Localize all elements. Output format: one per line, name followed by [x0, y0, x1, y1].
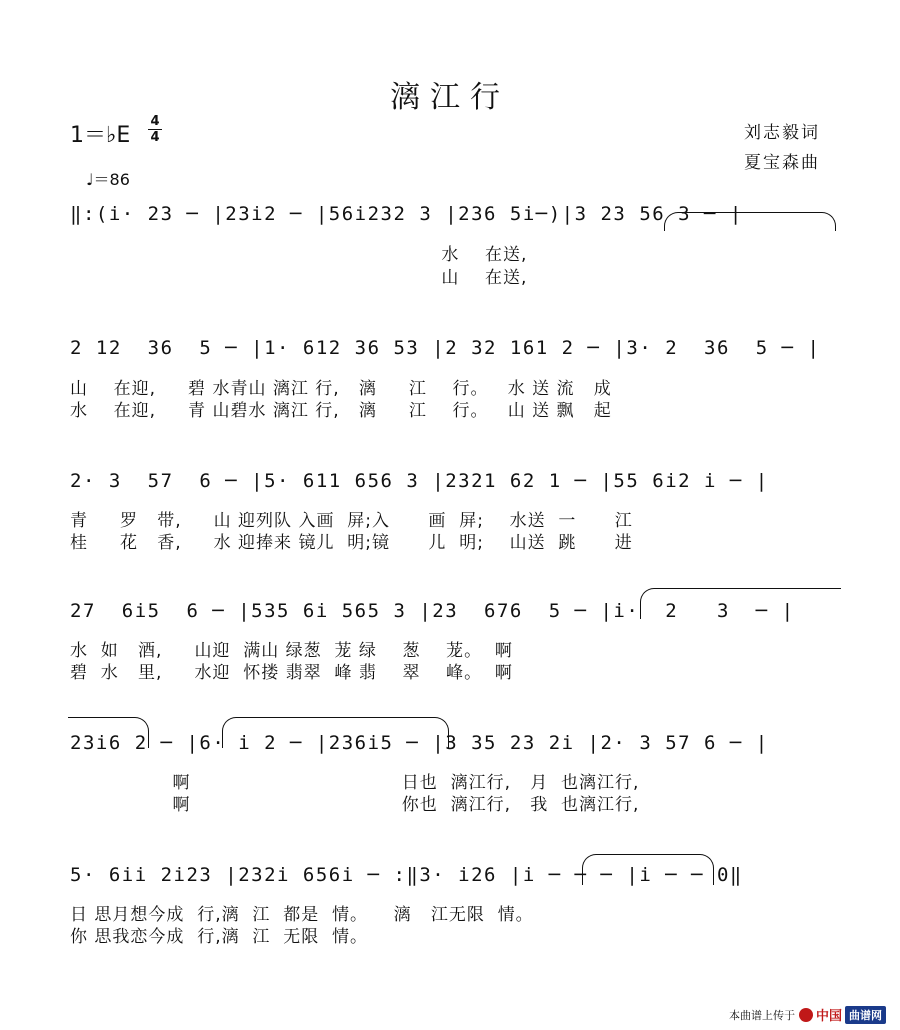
lyrics-verse-2: 碧 水 里, 水迎 怀搂 翡翠 峰 翡 翠 峰。 啊 — [70, 663, 513, 683]
lyrics-verse-1: 啊 日也 漓江行, 月 也漓江行, — [70, 773, 640, 793]
lyrics-verse-1: 水 在送, — [70, 245, 528, 265]
site-logo — [799, 1005, 886, 1024]
lyrics-verse-2: 山 在送, — [70, 268, 528, 288]
notes-line: 2· 3 57 6 ─ |5· 611 656 3 |2321 62 1 ─ |55 6i2 i ─ | — [70, 470, 769, 492]
page-title: 漓江行 — [390, 80, 510, 115]
tempo-marking: ♩＝86 — [86, 170, 130, 189]
notes-line: 27 6i5 6 ─ |535 6i 565 3 |23 676 5 ─ |i· 2 3 ─ | — [70, 600, 795, 622]
composer-credit: 夏宝森曲 — [744, 153, 820, 173]
upload-footer — [729, 1005, 886, 1024]
lyricist-credit: 刘志毅词 — [744, 123, 820, 143]
notes-line: 23i6 2 ─ |6· i 2 ─ |236i5 ─ |3 35 23 2i |2· 3 57 6 ─ | — [70, 732, 769, 754]
logo-icon — [799, 1008, 813, 1022]
lyrics-verse-1: 山 在迎, 碧 水青山 漓江 行, 漓 江 行。 水 送 流 成 — [70, 379, 612, 399]
lyrics-verse-1: 青 罗 带, 山 迎列队 入画 屏;入 画 屏; 水送 一 江 — [70, 511, 633, 531]
logo-wide-text: 曲谱网 — [845, 1006, 886, 1024]
logo-text: 中国 — [815, 1009, 842, 1024]
notes-line: 5· 6ii 2i23 |232i 656i ─ :‖3· i26 |i ─ ─ ─ |i ─ ─ 0‖ — [70, 864, 743, 886]
time-signature — [148, 115, 162, 144]
lyrics-verse-2: 你 思我恋今成 行,漓 江 无限 情。 — [70, 927, 369, 947]
time-signature-top: 4 — [150, 114, 160, 129]
notes-line: 2 12 36 5 ─ |1· 612 36 53 |2 32 161 2 ─ |3· 2 36 5 ─ | — [70, 337, 821, 359]
lyrics-verse-2: 啊 你也 漓江行, 我 也漓江行, — [70, 795, 640, 815]
key-signature: 1＝♭E — [70, 123, 131, 148]
upload-text: 本曲谱上传于 — [728, 1008, 795, 1022]
time-signature-bottom: 4 — [150, 130, 160, 145]
notes-line: ‖:(i· 23 ─ |23i2 ─ |56i232 3 |236 5i─)|3 23 56 3 ─ | — [70, 203, 743, 225]
lyrics-verse-2: 桂 花 香, 水 迎捧来 镜儿 明;镜 儿 明; 山送 跳 进 — [70, 533, 633, 553]
lyrics-verse-1: 日 思月想今成 行,漓 江 都是 情。 漓 江无限 情。 — [70, 905, 534, 925]
lyrics-verse-1: 水 如 酒, 山迎 满山 绿葱 茏 绿 葱 茏。 啊 — [70, 641, 513, 661]
lyrics-verse-2: 水 在迎, 青 山碧水 漓江 行, 漓 江 行。 山 送 飘 起 — [70, 401, 612, 421]
